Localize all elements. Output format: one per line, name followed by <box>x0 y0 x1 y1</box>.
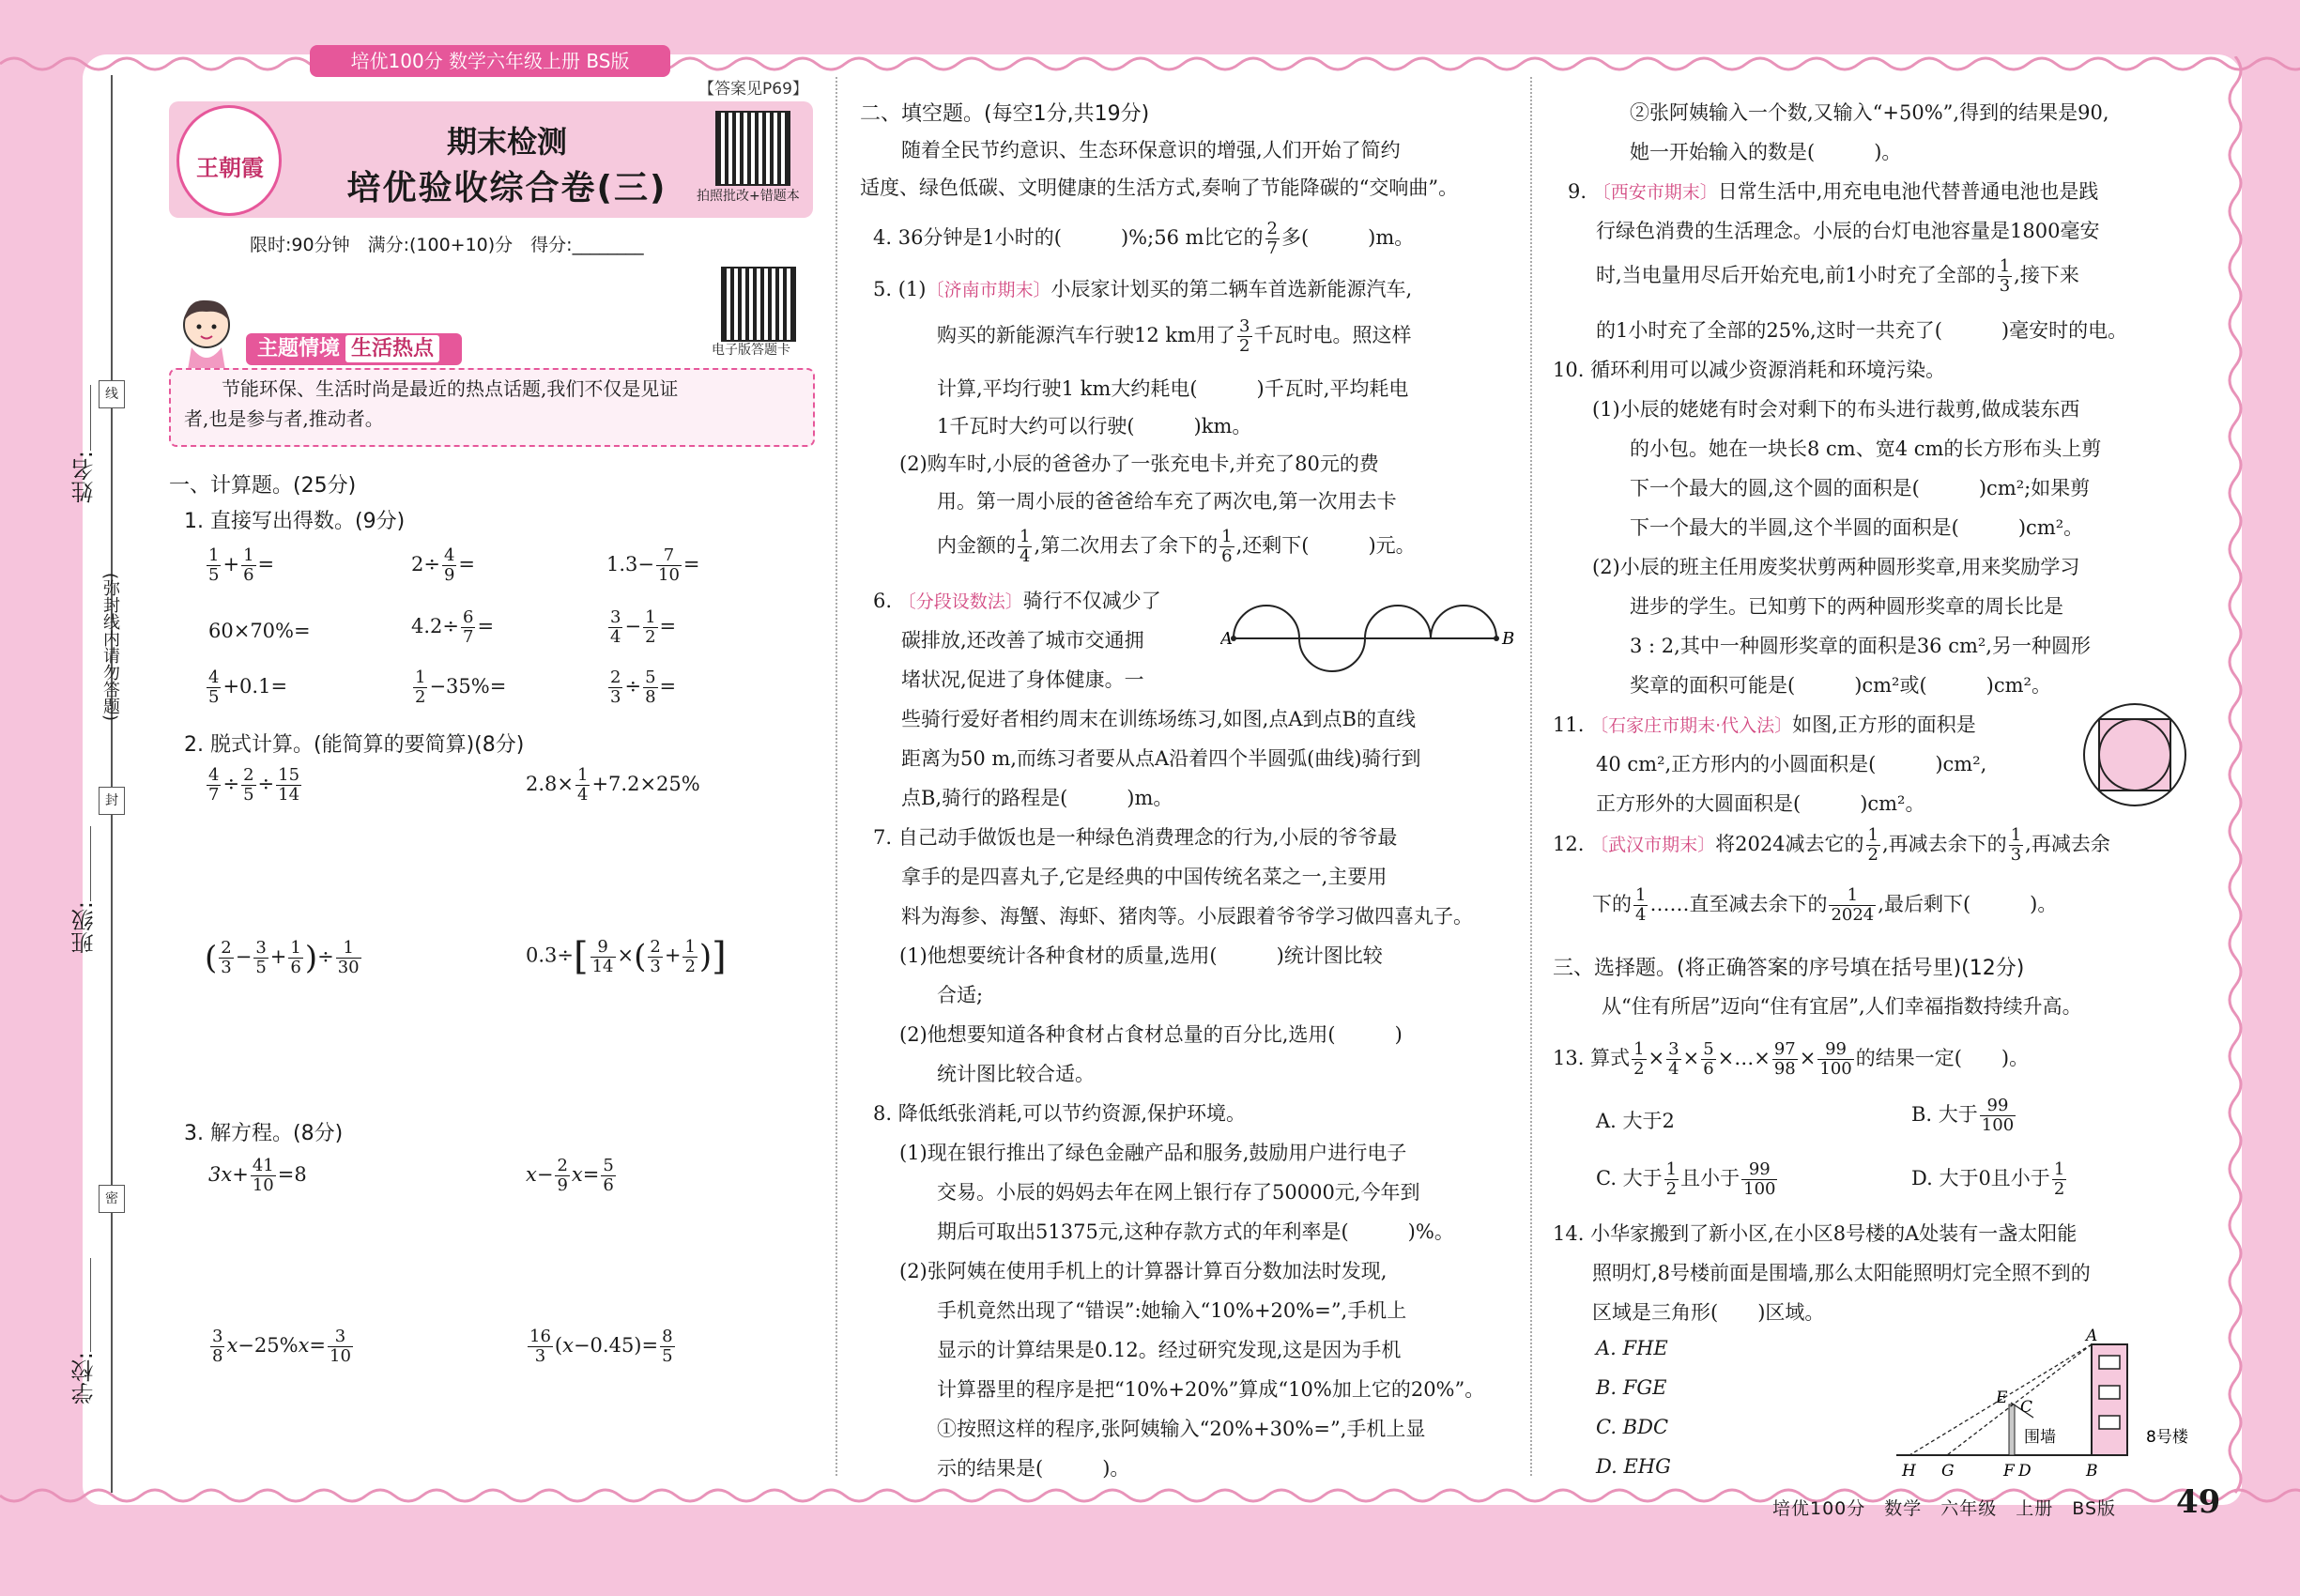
theme-label: 主题情境 <box>257 337 341 361</box>
question-8-line-8: 计算器里的程序是把“10%+20%”算成“10%加上它的20%”。 <box>937 1378 1485 1401</box>
question-7-line-1: 7. 自己动手做饭也是一种绿色消费理念的行为,小辰的爷爷最 <box>873 826 1398 849</box>
question-8-line-5: (2)张阿姨在使用手机上的计算器计算百分数加法时发现, <box>899 1260 1388 1282</box>
question-10-line-1: 10. 循环利用可以减少资源消耗和环境污染。 <box>1553 359 1946 381</box>
q1-item-5: 4.2÷ $\frac{6}{7}$ = <box>411 607 495 647</box>
question-6-line-2: 碳排放,还改善了城市交通拥 <box>901 629 1144 652</box>
question-8-line-12: 她一开始输入的数是( )。 <box>1630 141 1902 163</box>
question-10-line-7: 进步的学生。已知剪下的两种圆形奖章的周长比是 <box>1630 595 2063 618</box>
section-1-title: 一、计算题。(25分) <box>169 474 357 498</box>
theme-text-2: 者,也是参与者,推动者。 <box>184 407 384 430</box>
seal-note: (弥封线内请勿答题) <box>100 573 120 722</box>
question-8-line-7: 显示的计算结果是0.12。经过研究发现,这是因为手机 <box>937 1339 1402 1361</box>
right-wave-border <box>2221 56 2249 1502</box>
label-f: F <box>2003 1462 2015 1481</box>
question-14-line-1: 14. 小华家搬到了新小区,在小区8号楼的A处装有一盏太阳能 <box>1553 1222 2078 1245</box>
question-12-line-1: 12. 〔武汉市期末〕将2024减去它的 $\frac{1}{2}$ ,再减去余下的 $\frac{1}{3}$ ,再减去余 <box>1553 825 2110 865</box>
point-a-label: A <box>1220 629 1233 649</box>
question-5-line-2: 购买的新能源汽车行驶12 km用了 $\frac{3}{2}$ 千瓦时电。照这样 <box>937 316 1412 356</box>
question-8-line-11: ②张阿姨输入一个数,又输入“+50%”,得到的结果是90, <box>1630 101 2109 124</box>
q13-option-b[interactable]: B. 大于 $\frac{99}{100}$ <box>1911 1096 2015 1135</box>
question-8-line-1: 8. 降低纸张消耗,可以节约资源,保护环境。 <box>873 1102 1247 1125</box>
footer-text: 培优100分 数学 六年级 上册 BS版 <box>1772 1498 2117 1519</box>
q2-item-3: ( $\frac{2}{3}$ − $\frac{3}{5}$ + $\frac{1}{6}$ )÷ $\frac{1}{30}$ <box>205 938 360 977</box>
theme-box <box>169 368 815 447</box>
building-light-figure <box>1887 1324 2216 1483</box>
section-3-intro: 从“住有所居”迈向“住有宜居”,人们幸福指数持续升高。 <box>1602 995 2082 1018</box>
question-5-line-6: 用。第一周小辰的爸爸给车充了两次电,第一次用去卡 <box>937 490 1397 513</box>
qr-code-answer-card[interactable] <box>721 267 796 342</box>
question-6-line-1: 6. 〔分段设数法〕骑行不仅减少了 <box>873 590 1161 612</box>
question-8-line-4: 期后可取出51375元,这种存款方式的年利率是( )%。 <box>937 1220 1454 1243</box>
qr-caption-answer-card: 电子版答题卡 <box>712 343 790 358</box>
question-7-line-3: 料为海参、海蟹、海虾、猪肉等。小辰跟着爷爷学习做四喜丸子。 <box>901 905 1473 928</box>
question-11-line-2: 40 cm²,正方形内的小圆面积是( )cm², <box>1596 753 1987 775</box>
circle-square-figure <box>2078 698 2191 811</box>
binding-mark-secret: 密 <box>99 1185 125 1213</box>
exam-title: 期末检测 <box>446 124 567 160</box>
q3-item-2: x− $\frac{2}{9}$ x= $\frac{5}{6}$ <box>526 1156 614 1195</box>
cartoon-girl-icon <box>169 293 244 370</box>
label-g: G <box>1941 1462 1955 1481</box>
question-7-line-2: 拿手的是四喜丸子,它是经典的中国传统名菜之一,主要用 <box>901 866 1388 888</box>
class-blank[interactable] <box>90 826 91 901</box>
question-10-line-5: 下一个最大的半圆,这个半圆的面积是( )cm²。 <box>1630 516 2084 539</box>
question-2: 2. 脱式计算。(能简算的要简算)(8分) <box>184 733 525 757</box>
question-5-line-5: (2)购车时,小辰的爸爸办了一张充电卡,并充了80元的费 <box>899 453 1379 475</box>
theme-tag <box>246 333 462 365</box>
question-9-line-3: 时,当电量用尽后开始充电,前1小时充了全部的 $\frac{1}{3}$ ,接下来 <box>1596 256 2079 296</box>
book-tab: 培优100分 数学六年级上册 BS版 <box>310 45 670 77</box>
question-12-line-2: 下的 $\frac{1}{4}$ ……直至减去余下的 $\frac{1}{2024}$ ,最后剩下( )。 <box>1592 885 2058 925</box>
question-10-line-9: 奖章的面积可能是( )cm²或( )cm²。 <box>1630 674 2051 697</box>
q2-item-1: $\frac{4}{7}$ ÷ $\frac{2}{5}$ ÷ $\frac{15}{14}$ <box>208 765 300 805</box>
binding-mark-seal: 封 <box>99 787 125 815</box>
question-9-line-1: 9. 〔西安市期末〕日常生活中,用充电电池代替普通电池也是践 <box>1568 180 2099 203</box>
name-blank[interactable] <box>90 385 91 451</box>
question-6-line-4: 些骑行爱好者相约周末在训练场练习,如图,点A到点B的直线 <box>901 708 1416 730</box>
question-7-line-6: (2)他想要知道各种食材占食材总量的百分比,选用( ) <box>899 1023 1403 1046</box>
question-6-line-5: 距离为50 m,而练习者要从点A沿着四个半圆弧(曲线)骑行到 <box>901 747 1421 770</box>
label-e: E <box>1996 1389 2008 1407</box>
q2-item-4: 0.3÷[ $\frac{9}{14}$ ×( $\frac{2}{3}$ + $\frac{1}{2}$ )] <box>526 935 727 978</box>
answer-reference: 【答案见P69】 <box>698 80 808 99</box>
label-d: D <box>2018 1462 2032 1481</box>
q2-item-2: 2.8× $\frac{1}{4}$ +7.2×25% <box>526 765 700 805</box>
question-10-line-3: 的小包。她在一块长8 cm、宽4 cm的长方形布头上剪 <box>1630 437 2102 460</box>
page-number: 49 <box>2176 1483 2221 1521</box>
question-9-line-4: 的1小时充了全部的25%,这时一共充了( )毫安时的电。 <box>1596 319 2128 342</box>
question-8-line-2: (1)现在银行推出了绿色金融产品和服务,鼓励用户进行电子 <box>899 1142 1407 1164</box>
q1-item-6: $\frac{3}{4}$ − $\frac{1}{2}$ = <box>610 607 677 647</box>
q1-item-4: 60×70%= <box>208 620 311 642</box>
question-10-line-4: 下一个最大的圆,这个圆的面积是( )cm²;如果剪 <box>1630 477 2091 499</box>
q14-option-c[interactable]: C. BDC <box>1596 1416 1669 1438</box>
q1-item-8: $\frac{1}{2}$ −35%= <box>415 668 507 707</box>
section-2-intro-1: 随着全民节约意识、生态环保意识的增强,人们开始了简约 <box>901 139 1401 161</box>
question-4: 4. 36分钟是1小时的( )%;56 m比它的 $\frac{2}{7}$ 多( )m。 <box>873 219 1415 258</box>
question-6-line-3: 堵状况,促进了身体健康。一 <box>901 668 1144 691</box>
question-10-line-6: (2)小辰的班主任用废奖状剪两种圆形奖章,用来奖励学习 <box>1592 556 2080 578</box>
point-b-label: B <box>1502 629 1515 649</box>
question-11-line-3: 正方形外的大圆面积是( )cm²。 <box>1596 792 1925 815</box>
question-7-line-7: 统计图比较合适。 <box>937 1063 1095 1085</box>
q1-item-1: $\frac{1}{5}$ + $\frac{1}{6}$ = <box>208 545 275 585</box>
label-h: H <box>1902 1462 1916 1481</box>
question-9-line-2: 行绿色消费的生活理念。小辰的台灯电池容量是1800毫安 <box>1596 220 2100 242</box>
question-8-line-10: 示的结果是( )。 <box>937 1457 1130 1480</box>
question-11-line-1: 11. 〔石家庄市期末·代入法〕如图,正方形的面积是 <box>1553 714 1976 736</box>
theme-text-1: 节能环保、生活时尚是最近的热点话题,我们不仅是见证 <box>222 377 679 400</box>
section-3-title: 三、选择题。(将正确答案的序号填在括号里)(12分) <box>1553 957 2025 980</box>
q13-option-c[interactable]: C. 大于 $\frac{1}{2}$ 且小于 $\frac{99}{100}$ <box>1596 1159 1776 1199</box>
question-10-line-2: (1)小辰的姥姥有时会对剩下的布头进行裁剪,做成装东西 <box>1592 398 2080 421</box>
name-label: 姓名: <box>71 451 98 504</box>
question-5-line-7: 内金额的 $\frac{1}{4}$ ,第二次用去了余下的 $\frac{1}{6}$ ,还剩下( )元。 <box>937 527 1416 566</box>
label-b: B <box>2086 1462 2098 1481</box>
question-3: 3. 解方程。(8分) <box>184 1122 344 1145</box>
question-5-line-4: 1千瓦时大约可以行驶( )km。 <box>937 415 1252 437</box>
building-label: 8号楼 <box>2146 1428 2188 1447</box>
exam-meta: 限时:90分钟 满分:(100+10)分 得分:________ <box>250 235 644 255</box>
q13-option-a[interactable]: A. 大于2 <box>1596 1110 1675 1132</box>
question-14-line-3: 区域是三角形( )区域。 <box>1592 1301 1825 1324</box>
question-8-line-3: 交易。小辰的妈妈去年在网上银行存了50000元,今年到 <box>937 1181 1420 1204</box>
q1-item-9: $\frac{2}{3}$ ÷ $\frac{5}{8}$ = <box>610 668 677 707</box>
label-a: A <box>2086 1327 2098 1345</box>
column-divider-2 <box>1530 77 1532 1476</box>
question-13: 13. 算式 $\frac{1}{2}$ × $\frac{3}{4}$ × $\frac{5}{6}$ ×…× $\frac{97}{98}$ × $\frac{99}{100}$ 的结果一定( )。 <box>1553 1039 2030 1079</box>
label-c: C <box>2020 1398 2033 1417</box>
q1-item-7: $\frac{4}{5}$ +0.1= <box>208 668 288 707</box>
q1-item-2: 2÷ $\frac{4}{9}$ = <box>411 545 476 585</box>
q14-option-d[interactable]: D. EHG <box>1596 1455 1671 1478</box>
wall-label: 围墙 <box>2024 1428 2056 1447</box>
qr-code-grading[interactable] <box>715 111 790 186</box>
question-5-line-1: 5. (1)〔济南市期末〕小辰家计划买的第二辆车首选新能源汽车, <box>873 278 1413 300</box>
q1-item-3: 1.3− $\frac{7}{10}$ = <box>606 545 700 585</box>
question-8-line-6: 手机竟然出现了“错误”:她输入“10%+20%=”,手机上 <box>937 1299 1407 1322</box>
q14-option-a[interactable]: A. FHE <box>1596 1337 1668 1359</box>
school-label: 学校: <box>71 1352 98 1405</box>
class-label: 班级: <box>71 901 98 955</box>
q3-item-1: 3x+ $\frac{41}{10}$ =8 <box>208 1156 307 1195</box>
question-5-line-3: 计算,平均行驶1 km大约耗电( )千瓦时,平均耗电 <box>937 377 1409 400</box>
brand-logo <box>176 105 282 216</box>
qr-caption-grading: 拍照批改+错题本 <box>697 189 800 204</box>
binding-mark-line: 线 <box>99 380 125 408</box>
column-divider-1 <box>836 77 837 1476</box>
question-6-line-6: 点B,骑行的路程是( )m。 <box>901 787 1173 809</box>
semicircle-path-figure <box>1220 588 1521 682</box>
q3-item-3: $\frac{3}{8}$ x−25%x= $\frac{3}{10}$ <box>212 1327 351 1366</box>
question-1: 1. 直接写出得数。(9分) <box>184 510 406 533</box>
question-7-line-4: (1)他想要统计各种食材的质量,选用( )统计图比较 <box>899 944 1383 967</box>
school-blank[interactable] <box>90 1258 91 1352</box>
question-10-line-8: 3 : 2,其中一种圆形奖章的面积是36 cm²,另一种圆形 <box>1630 635 2091 657</box>
binding-line <box>111 75 113 1493</box>
section-2-intro-2: 适度、绿色低碳、文明健康的生活方式,奏响了节能降碳的“交响曲”。 <box>860 176 1459 199</box>
question-14-line-2: 照明灯,8号楼前面是围墙,那么太阳能照明灯完全照不到的 <box>1592 1262 2091 1284</box>
exam-subtitle: 培优验收综合卷(三) <box>346 169 667 207</box>
logo-text: 王朝霞 <box>196 155 264 181</box>
q13-option-d[interactable]: D. 大于0且小于 $\frac{1}{2}$ <box>1911 1159 2065 1199</box>
q3-item-4: $\frac{16}{3}$ (x−0.45)= $\frac{8}{5}$ <box>529 1327 673 1366</box>
q14-option-b[interactable]: B. FGE <box>1596 1376 1667 1399</box>
section-2-title: 二、填空题。(每空1分,共19分) <box>860 102 1150 126</box>
question-7-line-5: 合适; <box>937 984 984 1006</box>
theme-sub: 生活热点 <box>345 335 439 362</box>
question-8-line-9: ①按照这样的程序,张阿姨输入“20%+30%=”,手机上显 <box>937 1418 1426 1440</box>
